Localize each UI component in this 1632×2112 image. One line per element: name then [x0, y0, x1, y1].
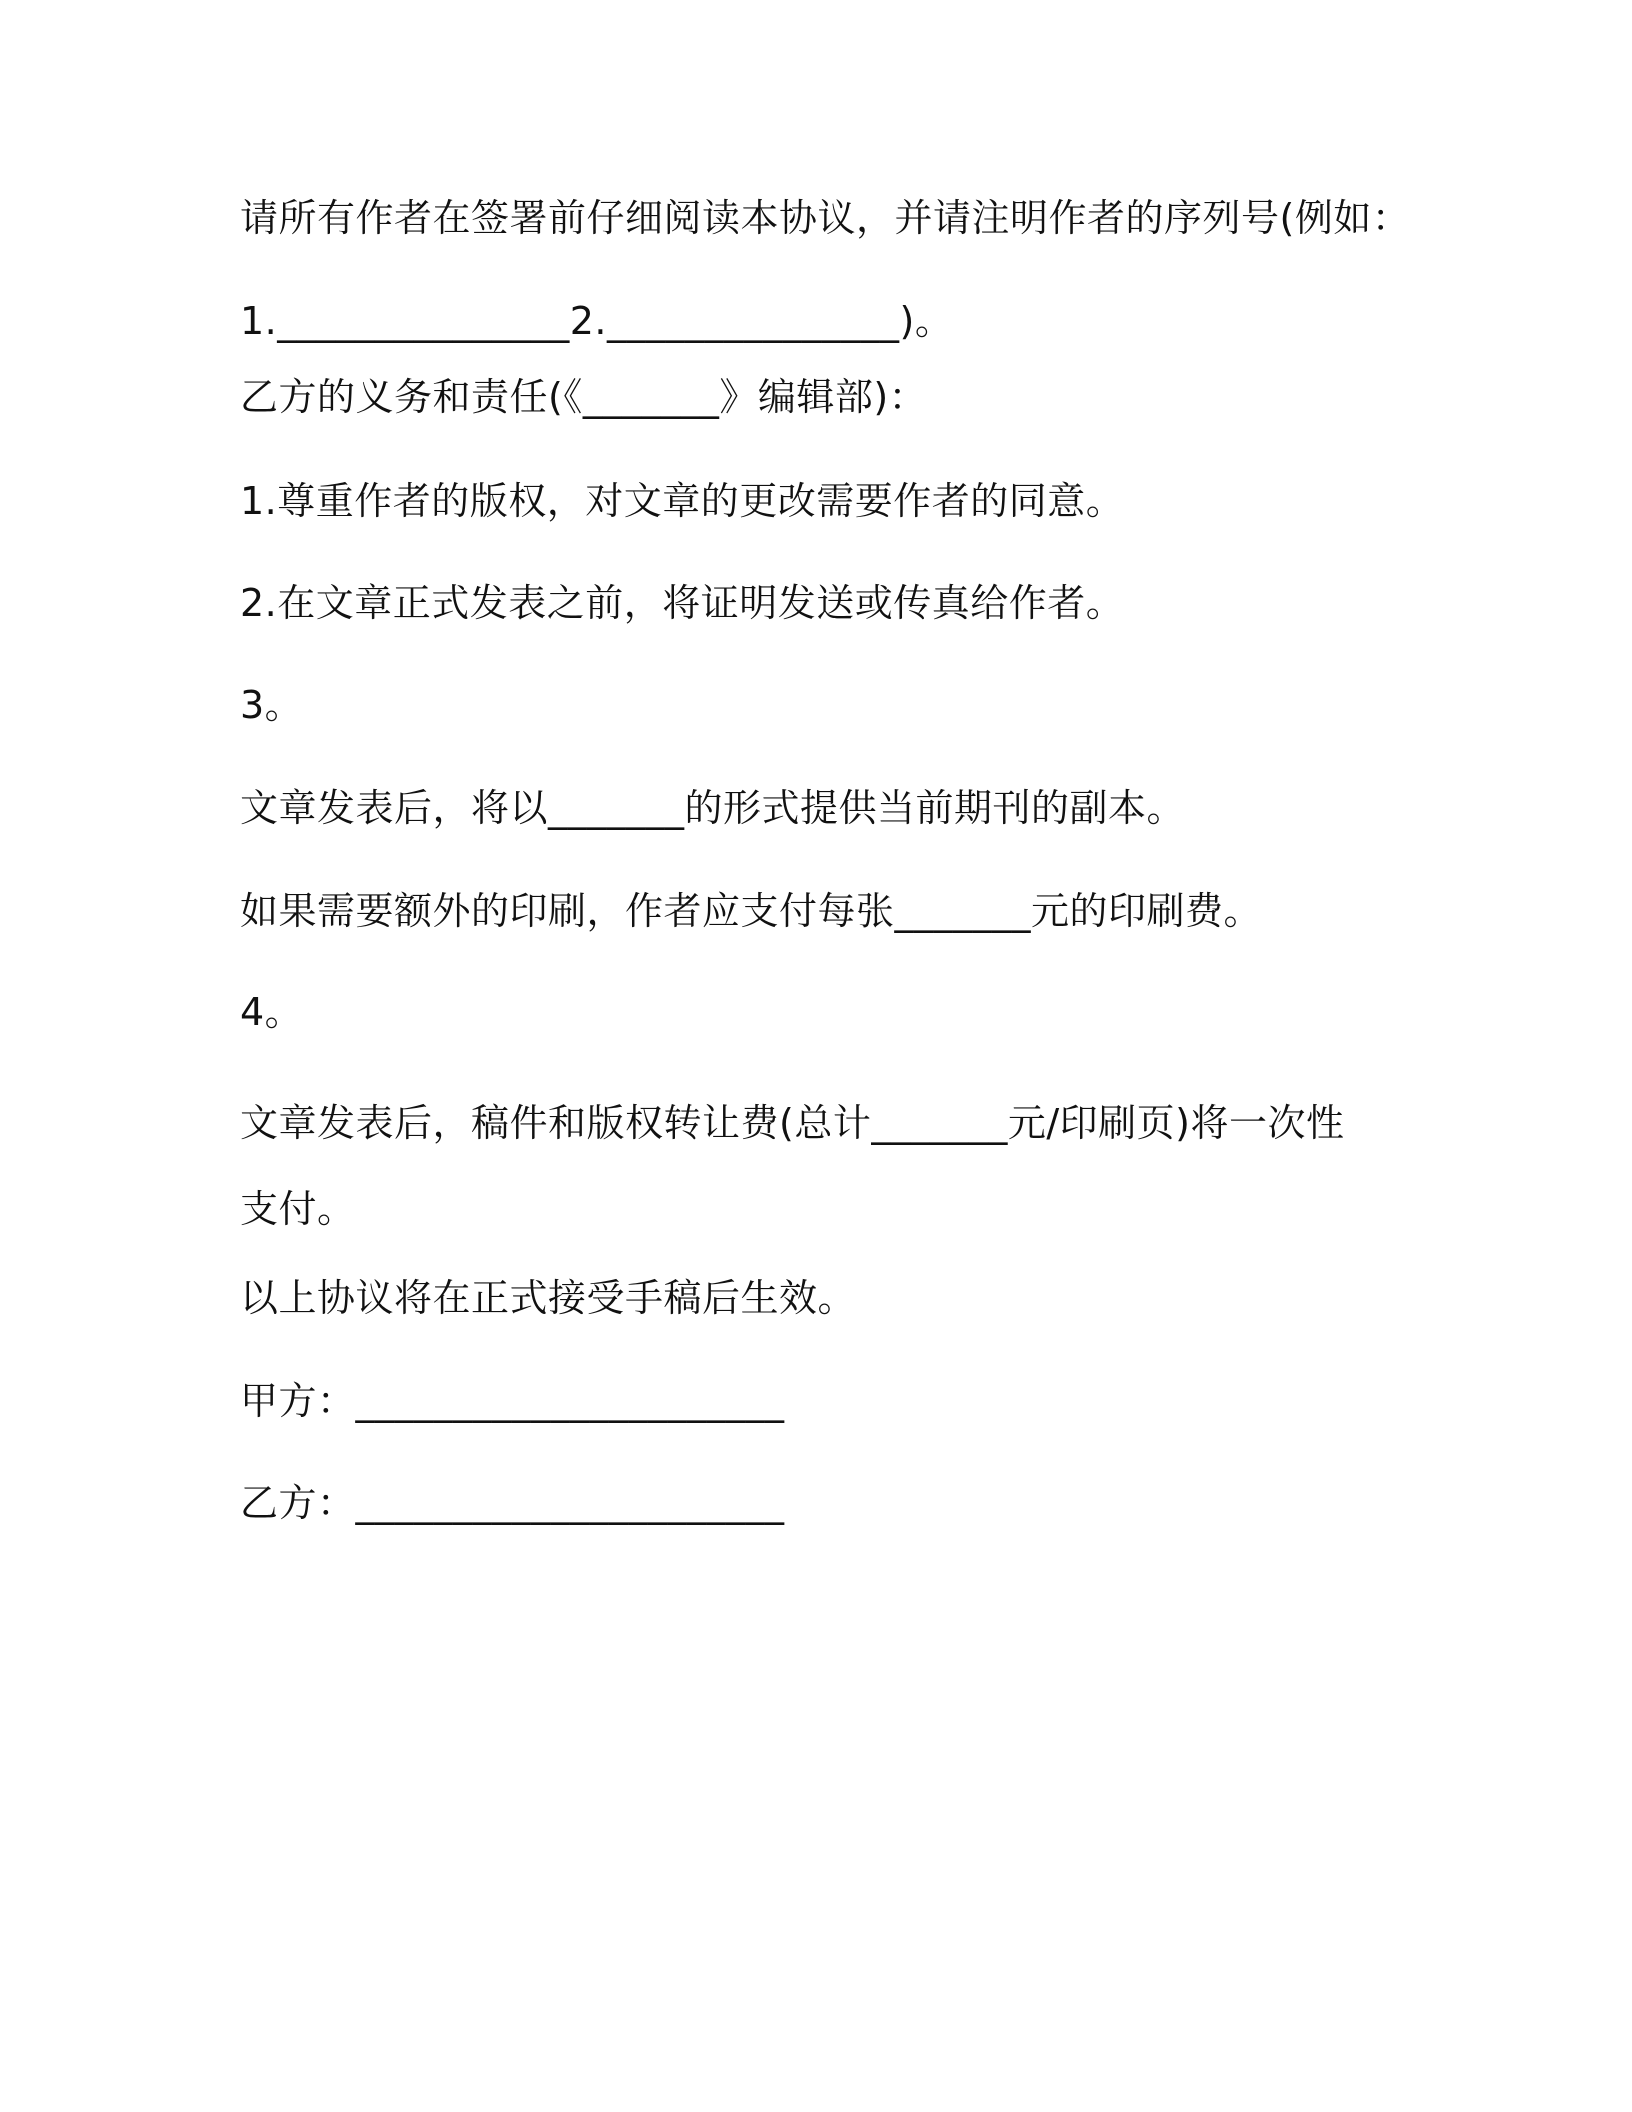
party-a-signature-line: 甲方：______________________ — [240, 1379, 785, 1423]
party-b-obligations-heading: 乙方的义务和责任(《_______》编辑部)： — [240, 375, 928, 419]
clause-1: 1.尊重作者的版权，对文章的更改需要作者的同意。 — [240, 479, 1125, 523]
party-b-signature-line: 乙方：______________________ — [240, 1481, 785, 1525]
clause-3-number: 3。 — [240, 683, 304, 727]
clause-3-copy-text: 文章发表后，将以_______的形式提供当前期刊的副本。 — [240, 786, 1186, 830]
clause-4-number: 4。 — [240, 990, 304, 1034]
clause-2: 2.在文章正式发表之前，将证明发送或传真给作者。 — [240, 581, 1125, 625]
clause-3-printing-fee: 如果需要额外的印刷，作者应支付每张_______元的印刷费。 — [240, 889, 1263, 933]
clause-4-payment-text: 文章发表后，稿件和版权转让费(总计_______元/印刷页)将一次性支付。 — [240, 1101, 1345, 1231]
effective-clause: 以上协议将在正式接受手稿后生效。 — [240, 1276, 857, 1320]
author-serial-line: 1._______________2._______________)。 — [240, 299, 954, 343]
intro-paragraph: 请所有作者在签署前仔细阅读本协议，并请注明作者的序列号(例如： — [240, 196, 1411, 240]
